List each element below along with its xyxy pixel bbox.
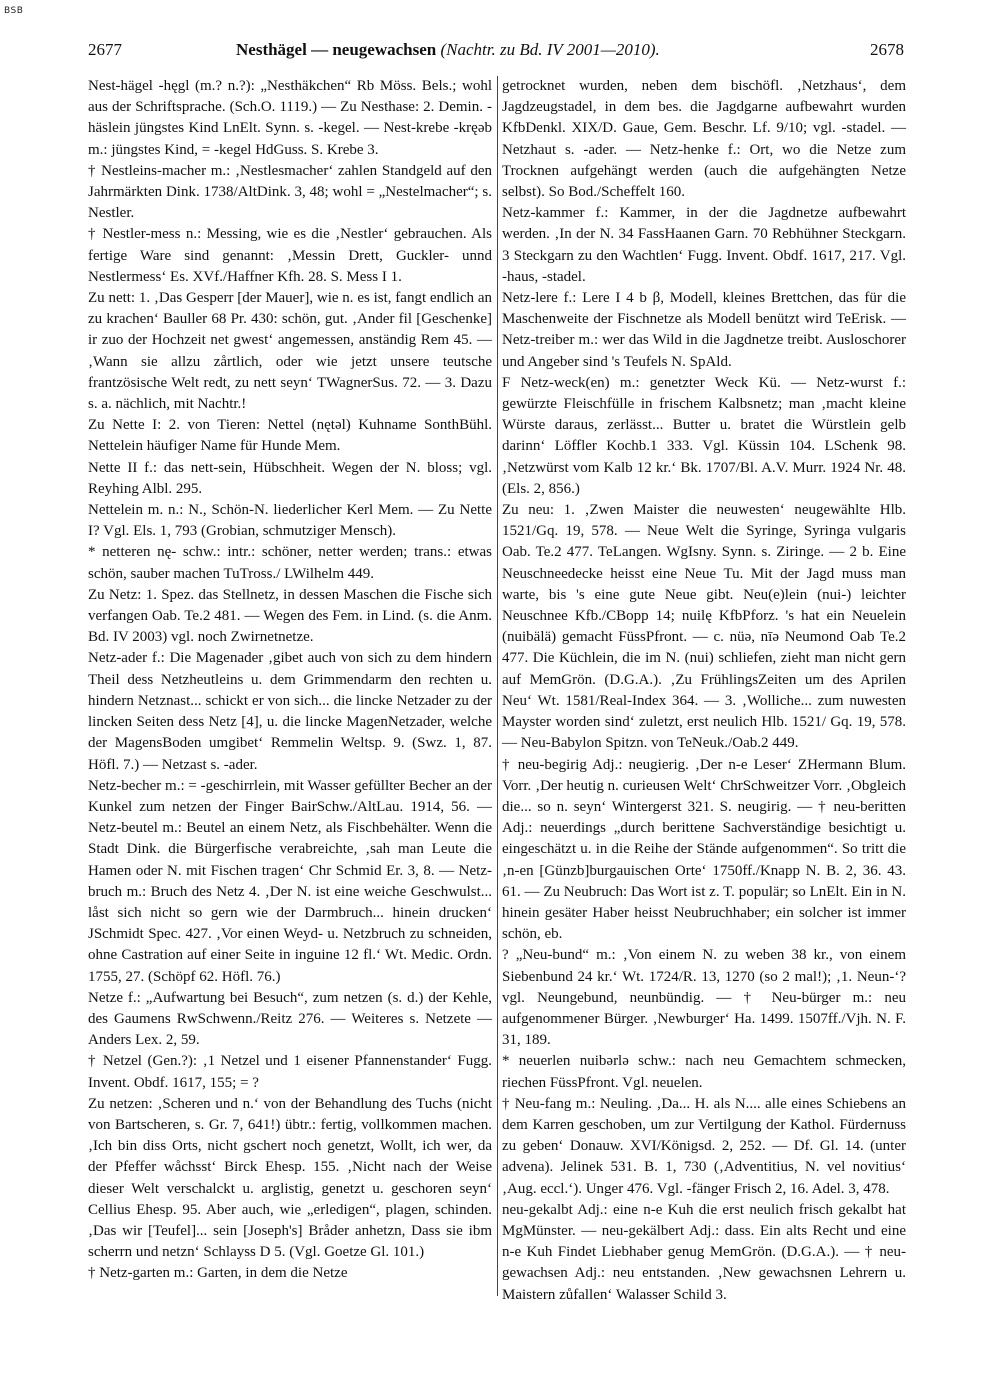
dictionary-entry: Zu Nette I: 2. von Tieren: Nettel (nętəl) Kuhname SonthBühl. Nettelein häufiger Name für Hunde Mem. xyxy=(88,417,492,455)
left-column xyxy=(88,76,492,1285)
running-title-main: Nesthägel — neugewachsen xyxy=(236,40,437,59)
dictionary-entry: † Nestleins-macher m.: ‚Nestlesmacher‘ zahlen Standgeld auf den Jahrmärkten Dink. 1738/AltDink. 3, 48; wohl = „Nestelmacher“; s. Nestler. xyxy=(88,162,492,222)
dictionary-entry: Zu netzen: ‚Scheren und n.‘ von der Behandlung des Tuchs (nicht von Bartscheren, s. Gr. 7, 641!) übtr.: fertig, vollkommen machen. ‚Ich bin diss Orts, nicht gschert noch genetzt, Wollt, ich wer, da der Pfeffer wåchsst‘ Birck Ehesp. 155. ‚Nicht nach der Weise dieser Welt verschalckt u. arglistig, genetzt u. geschoren seyn‘ Cellius Ehesp. 95. Aber auch, wie „erledigen“, plagen, schinden. ‚Das wir [Teufel]... sein [Joseph's] Bråder anhetzn, Dass sie ibm scherrn und netzn‘ Schlayss D 5. (Vgl. Goetze Gl. 101.) xyxy=(88,1095,492,1261)
dictionary-entry: Netz-kammer f.: Kammer, in der die Jagdnetze aufbewahrt werden. ‚In der N. 34 FassHaanen Garn. 70 Rebhühner Steckgarn. 3 Steckgarn zu den Wachtlen‘ Fugg. Invent. Obdf. 1617, 217. Vgl. -haus, -stadel. xyxy=(502,205,906,285)
dictionary-entry: F Netz-weck(en) m.: genetzter Weck Kü. — Netz-wurst f.: gewürzte Fleischfülle in frischem Kalbsnetz; man ‚macht kleine Würste daraus, zerlässt... Butter u. bratet die Würstlein gelb darinn‘ Löffler Kochb.1 333. Vgl. Küssin 104. LSchenk 98. ‚Netzwürst vom Kalb 12 kr.‘ Bk. 1707/Bl. A.V. Murr. 1924 Nr. 48. (Els. 2, 856.) xyxy=(502,374,906,497)
dictionary-entry: Netz-ader f.: Die Magenader ‚gibet auch von sich zu dem hindern Theil dess Netzheutleins u. dem Grimmendarm den rechten u. hindern Netznast... schickt er von sich... die lincke Netzader zu der lincken Seiten dess Netz [4], u. die lincke MagenNetzader, welche der MagensBoden umgibet‘ Remmelin Weltsp. 9. (Swz. 1, 87. Höfl. 7.) — Netzast s. -ader. xyxy=(88,650,492,773)
right-column xyxy=(502,76,906,1306)
running-title-note: (Nachtr. zu Bd. IV 2001—2010). xyxy=(440,40,660,59)
dictionary-entry: Nest-hägel -hęgl (m.? n.?): „Nesthäkchen“ Rb Möss. Bels.; wohl aus der Schriftsprache. (Sch.O. 1119.) — Zu Nesthase: 2. Demin. -häslein jüngstes Kind LnElt. Synn. s. -kegel. — Nest-krebe -kręəb m.: jüngstes Kind, = -kegel HdGuss. S. Krebe 3. xyxy=(88,78,492,158)
dictionary-entry: Nettelein m. n.: N., Schön-N. liederlicher Kerl Mem. — Zu Nette I? Vgl. Els. 1, 793 (Grobian, schmutziger Mensch). xyxy=(88,502,492,540)
dictionary-entry: neu-gekalbt Adj.: eine n-e Kuh die erst neulich frisch gekalbt hat MgMünster. — neu-gekälbert Adj.: dass. Ein alts Recht und eine n-e Kuh Findet Liebhaber genug MemGrön. (D.G.A.). — † neu-gewachsen Adj.: neu entstanden. ‚New gewachsnen Lehrern u. Maistern zůfallen‘ Walasser Schild 3. xyxy=(502,1201,906,1303)
page-header xyxy=(88,40,904,66)
dictionary-entry: * netteren nę- schw.: intr.: schöner, netter werden; trans.: etwas schön, sauber machen TuTross./ LWilhelm 449. xyxy=(88,544,492,582)
dictionary-entry: Netz-becher m.: = -geschirrlein, mit Wasser gefüllter Becher an der Kunkel zum netzen der Finger BairSchw./AltLau. 1914, 56. — Netz-beutel m.: Beutel an einem Netz, als Fischbehälter. Wenn die Stadt Dink. die Bürgerfische verabreichte, ‚sah man Leute die Hamen oder N. mit Fischen tragen‘ Chr Schmid Er. 3, 8. — Netz-bruch m.: Bruch des Netz 4. ‚Der N. ist eine weiche Geschwulst... låst sich nicht so gern wie der Darmbruch... hinein drucken‘ JSchmidt Spec. 427. ‚Vor einen Weyd- u. Netzbruch zu schneiden, ohne Castration auf einer Seite in inguine 12 fl.‘ Wt. Medic. Ordn. 1755, 27. (Schöpf 62. Höfl. 76.) xyxy=(88,777,492,985)
dictionary-entry: Zu neu: 1. ‚Zwen Maister die neuwesten‘ neugewählte Hlb. 1521/Gq. 19, 578. — Neue Welt die Syringe, Syringa vulgaris Oab. Te.2 477. TeLangen. WgIsny. Synn. s. Ziringe. — 2 b. Eine Neuschneedecke heisst eine Neue Tu. Mit der Jagd muss man warte, bis 's eine gute Neue gibt. Neu(e)lein (nui-) leichter Neuschnee Kfb./CBopp 14; nuilę KfbPforz. 's hat ein Neuelein (nuibälä) gemacht FüssPfront. — c. nüə, nīə Neumond Oab Te.2 477. Die Küchlein, die im N. (nui) schliefen, zieht man nicht gern auf MemGrön. (D.G.A.). ‚Zu FrühlingsZeiten um des Aprilen Neu‘ Wt. 1581/Real-Index 364. — 3. ‚Wolliche... zum nuwesten Mayster worden sind‘ zuletzt, erst neulich Hlb. 1521/ Gq. 19, 578. — Neu-Babylon Spitzn. von TeNeuk./Oab.2 449. xyxy=(502,502,906,752)
dictionary-entry: Netze f.: „Aufwartung bei Besuch“, zum netzen (s. d.) der Kehle, des Gaumens RwSchwenn./Reitz 276. — Weiteres s. Netzete — Anders Lex. 2, 59. xyxy=(88,989,492,1049)
dictionary-entry: Zu Netz: 1. Spez. das Stellnetz, in dessen Maschen die Fische sich verfangen Oab. Te.2 481. — Wegen des Fem. in Lind. (s. die Anm. Bd. IV 2003) vgl. noch Zwirnetnetze. xyxy=(88,586,492,646)
dictionary-entry: † Neu-fang m.: Neuling. ‚Da... H. als N.... alle eines Schiebens an dem Karren geschoben, um zur Vertilgung der Kathol. Fürdernuss zu geben‘ Donauw. XVI/Königsd. 2, 252. — Df. Gl. 14. (unter advena). Jelinek 531. B. 1, 730 (‚Adventitius, N. vel novitius‘ ‚Aug. eccl.‘). Unger 476. Vgl. -fänger Frisch 2, 16. Adel. 3, 478. xyxy=(502,1095,906,1197)
dictionary-entry: † Netz-garten m.: Garten, in dem die Netze xyxy=(88,1265,348,1282)
dictionary-entry: Nette II f.: das nett-sein, Hübschheit. Wegen der N. bloss; vgl. Reyhing Albl. 295. xyxy=(88,459,492,497)
dictionary-entry: † Netzel (Gen.?): ‚1 Netzel und 1 eisener Pfannenstander‘ Fugg. Invent. Obdf. 1617, 155; = ? xyxy=(88,1053,492,1091)
dictionary-entry: getrocknet wurden, neben dem bischöfl. ‚Netzhaus‘, dem Jagdzeugstadel, in dem bes. die Jagdgarne aufbewahrt wurden KfbDenkl. XIX/D. Gaue, Gem. Beschr. Lf. 9/10; vgl. -stadel. — Netzhaut s. -ader. — Netz-henke f.: Ort, wo die Netze zum Trocknen aufgehängt werden (auch die aufgehängten Netze selbst). So Bod./Scheffelt 160. xyxy=(502,78,906,201)
running-title xyxy=(236,40,660,60)
dictionary-entry: † neu-begirig Adj.: neugierig. ‚Der n-e Leser‘ ZHermann Blum. Vorr. ‚Der heutig n. curieusen Welt‘ ChrSchweitzer Vorr. ‚Obgleich die... so n. seyn‘ Wintergerst 321. S. neugirig. — † neu-beritten Adj.: neuerdings „durch berittene Sachverständige besichtigt u. eingeschätzt u. in die Reihe der Stände aufgenommen“. So tritt die ‚n-en [Günzb]burgauischen Orte‘ 1750ff./Knapp N. B. 2, 36. 43. 61. — Zu Neubruch: Das Wort ist z. T. populär; so LnElt. Ein in N. hinein gesäter Haber heisst Neubruchhaber; ein solcher ist immer schön, eb. xyxy=(502,756,906,943)
dictionary-entry: ? „Neu-bund“ m.: ‚Von einem N. zu weben 38 kr., von einem Siebenbund 24 kr.‘ Wt. 1724/R. 13, 1270 (so 2 mal!); ‚1. Neun-‘? vgl. Neungebund, neunbündig. — † Neu-bürger m.: neu aufgenommener Bürger. ‚Newburger‘ Ha. 1499. 1507ff./Vjh. N. F. 31, 189. xyxy=(502,947,906,1049)
page-number-left: 2677 xyxy=(88,40,122,59)
dictionary-entry: Zu nett: 1. ‚Das Gesperr [der Mauer], wie n. es ist, fangt endlich an zu krachen‘ Bauller 68 Pr. 430: schön, gut. ‚Ander fil [Geschenke] ir zuo der Hochzeit net gwest‘ angemessen, anständig Rem 45. — ‚Wann sie allzu zårtlich, oder wie jetzt unsere teutsche frantzösische Welt redt, zu nett seyn‘ TWagnerSus. 72. — 3. Dazu s. a. nächlich, mit Nachtr.! xyxy=(88,290,492,413)
page-number-right: 2678 xyxy=(870,40,904,59)
dictionary-entry: Netz-lere f.: Lere I 4 b β, Modell, kleines Brettchen, das für die Maschenweite der Fischnetze als Modell benützt wird TeErisk. — Netz-treiber m.: wer das Wild in die Jagdnetze treibt. Ausloschorer und Angeber sind 's Teufels N. SpAld. xyxy=(502,290,906,370)
dictionary-entry: * neuerlen nuibərlə schw.: nach neu Gemachtem schmecken, riechen FüssPfront. Vgl. neuelen. xyxy=(502,1053,906,1091)
library-stamp: BSB xyxy=(4,6,24,16)
column-divider xyxy=(497,76,498,1296)
dictionary-entry: † Nestler-mess n.: Messing, wie es die ‚Nestler‘ gebrauchen. Als fertige Ware sind genannt: ‚Messin Drett, Guckler- unnd Nestlermess‘ Es. XVf./Haffner Kfh. 28. S. Mess I 1. xyxy=(88,226,492,285)
